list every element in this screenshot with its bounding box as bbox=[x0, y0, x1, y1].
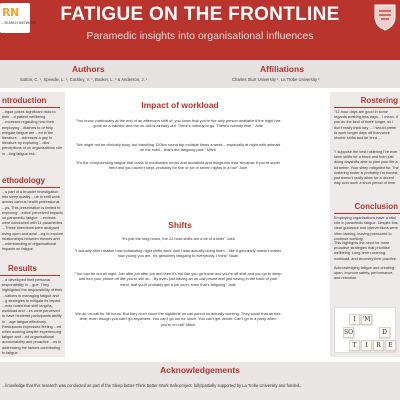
shifts-quote-2: "I actually didn't realise how exhausting night shifts were until I was actually doing them... like it genuinely doesn't matter how young you are. It's genuinely fatiguing to everybody, I think" Noah bbox=[74, 248, 282, 259]
tile-3: SO bbox=[343, 329, 354, 336]
tile-8: D bbox=[379, 327, 390, 338]
right-column bbox=[330, 92, 400, 357]
introduction-heading: ntroduction bbox=[2, 96, 47, 105]
workload-quote-1: "You know, particularly at the end of an afternoon shift of, you know that you're the only person available if the night has gone on a transfer and the on-call is already out. There's nobody to go. There's nobody else." Julie bbox=[75, 118, 281, 129]
logo-letters: RN bbox=[2, 6, 19, 19]
left-column bbox=[0, 92, 65, 357]
tile-4: T bbox=[349, 340, 360, 351]
affiliations-text: Charles Sturt University ¹, La Trobe University ² bbox=[232, 77, 320, 82]
conclusion-divider bbox=[334, 213, 400, 214]
conclusion-p2: This highlights the need for more proactive strategies that prioritise wellbeing. Long-term rostering, workload, and recovery time practice. bbox=[334, 241, 397, 261]
methodology-body: ...s part of a broader investigation into sleep quality ...ue in shift work across various health professional ...ps. This presentation is limited to exploring ...edics' perceived impacts on paramedic fatigue. ...erviews were conducted with 11 paramedics ...These interviews were analysed using open and axial ...ng to explore relationships between themes and ...nderstanding of organisational impacts on fatigue. bbox=[2, 190, 64, 252]
shifts-quote-1: "It's just the long hours, the 12-hour shifts are a bit of a killer" Josh bbox=[121, 236, 235, 241]
poster-title: FATIGUE ON THE FRONTLINE bbox=[60, 4, 340, 25]
acknowledgements-bar bbox=[0, 362, 400, 400]
im-so-tired-tiles-image bbox=[334, 307, 396, 353]
rostering-divider bbox=[334, 107, 400, 108]
shifts-quote-4: We do on-call for 96 hours. But they don't count the nighttime on call period so actually working. They count that as free time, even though you can't go anywhere. You can't go out for lunch. You can't get dinner. Can't go to a party when you're on call" Mitch bbox=[75, 311, 281, 327]
rostering-quote-1: "12-hour days are good in some regards working less days... I mean, if you do the kind of there longer, so I don't really think key ... I would prefer to work longer days off than work shorter shifts and be tired ... bbox=[334, 110, 398, 141]
rostering-quote-2: "I suppose the best rostering I've ever seen shifts for a block and then just doing dayshifts able to plan your life a bit better. Your sleep mitigated for. The rostering roster is probably I'm honest, just doesn't really allow for a decent way over such a short period of time. bbox=[334, 150, 399, 186]
results-heading: Results bbox=[8, 264, 37, 273]
acknowledgements-text: ...knowledge that this research was conducted as part of the Sleep better-Think Better-Work Safe project, fully/partially supported by La Trobe University and funded... bbox=[2, 383, 303, 388]
tile-6: R bbox=[373, 340, 384, 351]
workload-quote-3: "It's the compounding fatigue that leads to medication errors and accidents and things like that, because if you're super tired and you haven't slept, probably for five or six or seven nights in a row" Julie bbox=[75, 160, 281, 171]
tile-2: 'M bbox=[362, 316, 371, 323]
authors-text: Sutton, C. ¹, Speedie, L. ¹, Cockley, V. ¹, Booker, L. ¹ & Anderson, J. ¹ bbox=[20, 77, 148, 82]
conclusion-p3: Acknowledging fatigue and creating open, improve safety, performance, and retention. bbox=[334, 266, 394, 281]
rostering-heading: Rostering bbox=[360, 96, 398, 105]
tile-7: E bbox=[385, 340, 396, 351]
conclusion-p1: Employing organisations have a vital role in paramedic fatigue. Despite this, clear guidance and interventions were often lacking, leaving pressured to continue working. bbox=[334, 216, 399, 241]
introduction-body: ...tigue poses significant risks to their ...d patient wellbeing. ...rocesses regarding how their employing ...itiatives to or help mitigate fatigue are ...ed in the literature. ...ddresses a gap in literature by exploring ...dics' perceptions of on organisations role in ...ting fatigue risk. bbox=[2, 110, 63, 156]
affiliations-label: Affiliations bbox=[260, 64, 304, 74]
methodology-heading: ethodology bbox=[2, 176, 46, 185]
workload-quote-2: "We might not be clinically busy, but travelling 120km round trip multiple times a week... especially at night with animals on the road... that's the fatiguing part." Mitch bbox=[75, 142, 281, 153]
results-body: ...d developed their personal responsibility in ...gue. They highlighted the responsibility of their ...sations in managing fatigue and ...g strategies to mitigate its impact. ...ents noted that shift lengths, workload and ...es were perceived to have hindered participants ability to ...age fatigue effectively. Participants expressed feeling ...ed when working despite experiencing fatigue and ...ed organisational accountability and proactive ...es in addressing the factors contributing to fatigue. bbox=[2, 278, 63, 355]
results-divider bbox=[0, 275, 60, 276]
university-crest-icon bbox=[373, 3, 397, 31]
workload-heading: Impact of workload bbox=[141, 100, 219, 110]
tile-1: I bbox=[349, 314, 360, 325]
intro-divider bbox=[0, 107, 60, 108]
header-banner bbox=[0, 0, 400, 60]
method-divider bbox=[0, 187, 60, 188]
authors-bar bbox=[0, 60, 400, 88]
shifts-quote-3: "You can be out all night. Job after job after job and then it's not like you go home and you're off shift and you go to sleep and turn your phone off like you're still on... By even just having an on-call phone and just having in the back of your mind, that you'll probably get a job soon, even that's fatiguing" Julie bbox=[74, 271, 282, 287]
tile-5: I bbox=[361, 340, 372, 351]
shifts-heading: Shifts bbox=[168, 220, 192, 230]
authors-label: Authors bbox=[72, 64, 105, 74]
poster-subtitle: Paramedic insights into organisational influences bbox=[86, 30, 314, 42]
acknowledgements-heading: Acknowledgements bbox=[160, 365, 240, 375]
logo-caption: ...SEARCH NETWORK bbox=[1, 21, 37, 25]
conclusion-heading: Conclusion bbox=[354, 202, 398, 211]
